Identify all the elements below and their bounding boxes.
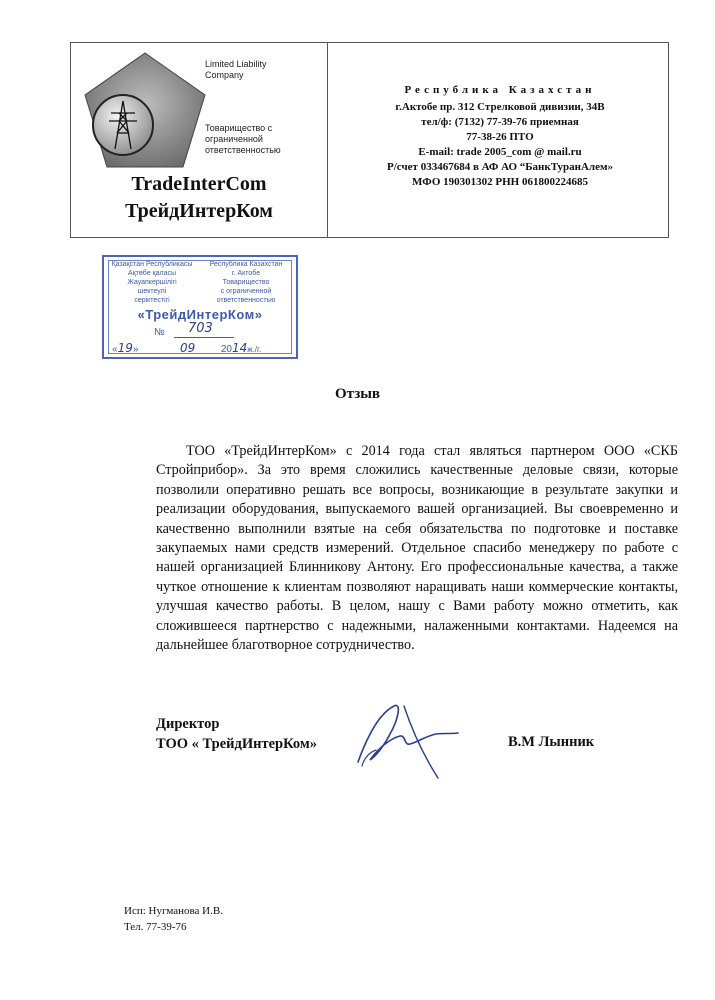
country-line: Республика Казахстан [404, 84, 596, 96]
stamp-number-underline [174, 337, 234, 338]
stamp-date-year-prefix: 20 [220, 344, 232, 355]
letterhead-contacts [331, 83, 669, 190]
english-company-type-line2: Company [205, 70, 244, 80]
stamp-ru-line5: ответственностью [216, 297, 276, 304]
company-logo-icon [81, 51, 209, 171]
english-company-type-line1: Limited Liability [205, 59, 267, 69]
phone-line-2: 77-38-26 ПТО [466, 131, 534, 143]
stamp-number-label: № [154, 327, 165, 338]
phone-line: тел/ф: (7132) 77-39-76 приемная [421, 116, 579, 128]
russian-company-type-line3: ответственностью [205, 145, 281, 155]
stamp-kazakh-text [106, 260, 198, 305]
executor-info [124, 903, 223, 935]
body-paragraph: ТОО «ТрейдИнтерКом» с 2014 года стал являться партнером ООО «СКБ Стройприбор». За это время сложились качественные деловые связи, которые позволили оперативно решать все вопросы, возникающие в результате закупки и реализации оборудования, выпускаемого вашей организацией. Вы своевременно и качественно выполнили взятые на себя обязательства по подготовке и поставке закупаемых нами средств измерений. Отдельное спасибо менеджеру по работе с нашей организацией Блинникову Антону. Его профессиональные качества, а также чуткое отношение к клиентам позволяют наращивать наши коммерческие контакты, улучшая качество работы. В целом, нашу с Вами работу можно отметить, как сложившееся партнерство с надежными, налаженными контактами. Надеемся на дальнейшее благотворное сотрудничество. [156, 443, 678, 654]
stamp-kz-line4: шектеулі [137, 288, 167, 295]
signatory-name: В.М Лынник [508, 734, 595, 750]
document-title: Отзыв [334, 386, 381, 402]
stamp-number-value: 703 [188, 321, 213, 336]
stamp-date-year-suffix: 14 [231, 341, 248, 355]
english-company-type [205, 59, 323, 81]
stamp-company-name: «ТрейдИнтерКом» [137, 307, 263, 322]
company-name-russian: ТрейдИнтерКом [125, 200, 273, 222]
stamp-date-close-quote: » [132, 344, 139, 355]
stamp-ru-line4: с ограниченной [220, 288, 272, 295]
address-line: г.Актобе пр. 312 Стрелковой дивизии, 34В [395, 101, 605, 113]
email-line: E-mail: trade 2005_com @ mail.ru [418, 146, 582, 158]
executor-phone: Тел. 77-39-76 [124, 921, 187, 933]
letterhead [70, 42, 669, 238]
stamp-date [112, 341, 261, 355]
signatory-block [156, 714, 317, 754]
stamp-date-year-unit: ж./г. [247, 345, 262, 354]
russian-company-type-line2: ограниченной [205, 134, 263, 144]
signatory-company: ТОО « ТрейдИнтерКом» [156, 736, 317, 752]
stamp-kz-line2: Ақтөбе қаласы [127, 270, 177, 277]
executor-name: Исп: Нугманова И.В. [124, 905, 223, 917]
bank-ids-line: МФО 190301302 РНН 061800224685 [412, 176, 588, 188]
stamp-kz-line1: Қазақстан Республикасы [111, 261, 193, 268]
stamp-russian-text [200, 260, 292, 305]
stamp-date-month: 09 [179, 341, 196, 355]
russian-company-type [205, 123, 325, 156]
handwritten-signature [340, 700, 490, 790]
registration-stamp [102, 255, 298, 359]
russian-company-type-line1: Товарищество с [205, 123, 273, 133]
stamp-date-day: 19 [117, 341, 133, 355]
stamp-ru-line1: Республика Казахстан [209, 261, 283, 268]
stamp-ru-line2: г. Актобе [231, 270, 261, 277]
signatory-position: Директор [156, 716, 220, 732]
company-name-english: TradeInterCom [131, 173, 267, 195]
letterhead-logo-panel [71, 43, 328, 237]
stamp-ru-line3: Товарищество [222, 279, 270, 286]
stamp-kz-line5: серіктестігі [134, 297, 170, 304]
stamp-date-open-quote: « [112, 344, 118, 355]
bank-account-line: Р/счет 033467684 в АФ АО “БанкТуранАлем» [387, 161, 613, 173]
document-body [156, 442, 678, 655]
stamp-kz-line3: Жауапкершілігі [127, 279, 177, 286]
